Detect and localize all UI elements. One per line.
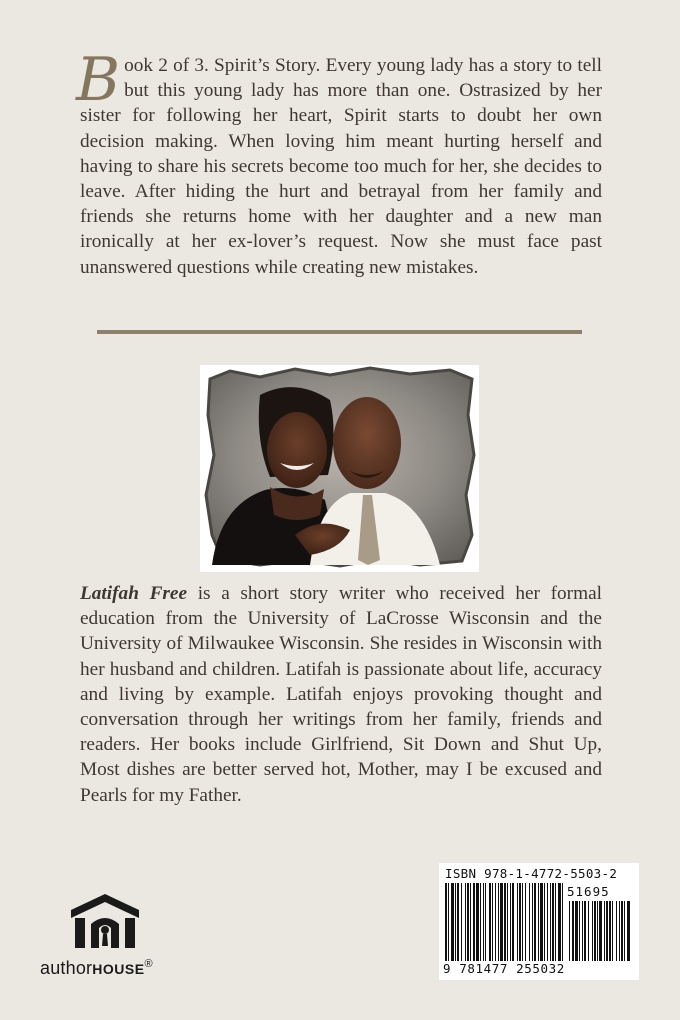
isbn-label: ISBN 978-1-4772-5503-2 [445, 866, 618, 881]
drop-cap: B [76, 45, 121, 115]
author-photo [200, 365, 479, 572]
divider-rule [97, 330, 582, 334]
price-code: 51695 [567, 884, 610, 899]
bio-text: is a short story writer who received her formal education from the University of LaCrosse Wisconsin and the University of Milwaukee Wisconsin. She resides in Wisconsin with her husband and children. Latifah is passionate about life, accuracy and living by example. Latifah enjoys provoking thought and conversation through her writings from her family, friends and readers. Her books include Girlfriend, Sit Down and Shut Up, Most dishes are better served hot, Mother, may I be excused and Pearls for my Father. [80, 583, 602, 806]
synopsis-paragraph [76, 45, 602, 280]
synopsis-text: ook 2 of 3. Spirit’s Story. Every young lady has a story to tell but this young lady has more than one. Ostrasized by her sister for following her heart, Spirit starts to doubt her own decision making. When loving him meant hurting herself and having to share his secrets become too much for her, she decides to leave. After hiding the hurt and betrayal from her family and friends she returns home with her daughter and a new man ironically at her ex-lover’s request. Now she must face past unanswered questions while creating new mistakes. [80, 55, 602, 278]
isbn-barcode [439, 863, 639, 980]
publisher-name: authorHOUSE® [40, 958, 153, 978]
publisher-logo [40, 890, 180, 980]
author-bio [80, 581, 602, 808]
barcode-number: 9 781477 255032 [443, 961, 565, 976]
author-name: Latifah Free [80, 583, 188, 604]
authorhouse-house-icon [65, 890, 145, 954]
barcode-bars [445, 883, 633, 963]
